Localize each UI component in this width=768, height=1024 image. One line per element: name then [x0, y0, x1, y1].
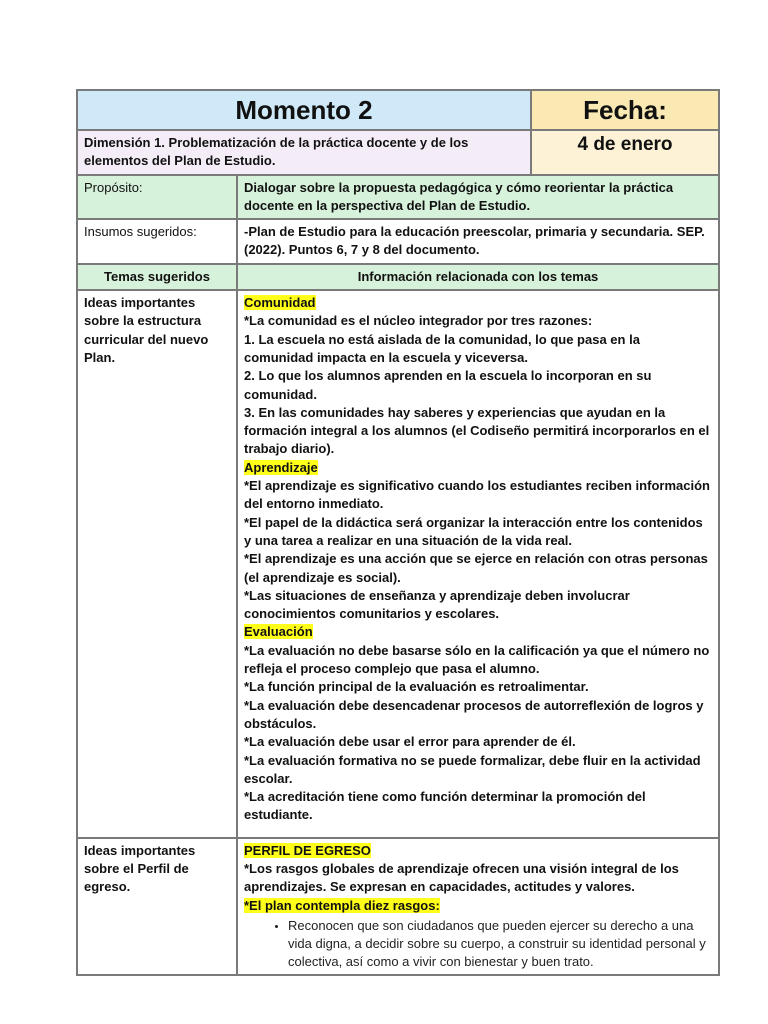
evaluacion-line: *La acreditación tiene como función determinar la promoción del estudiante. — [244, 789, 646, 823]
evaluacion-line: *La evaluación debe desencadenar procesos de autorreflexión de logros y obstáculos. — [244, 697, 704, 731]
aprendizaje-line: *El aprendizaje es significativo cuando los estudiantes reciben información del entorno inmediato. — [244, 478, 710, 512]
evaluacion-line: *La evaluación no debe basarse sólo en la calificación ya que el número no refleja el proceso complejo que pasa el alumno. — [244, 642, 710, 677]
perfil-label: Ideas importantes sobre el Perfil de egreso. — [77, 838, 237, 975]
aprendizaje-line: *El aprendizaje es una acción que se ejerce en relación con otras personas (el aprendizaje es social). — [244, 551, 708, 585]
rasgos-list — [244, 917, 712, 971]
insumos-label: Insumos sugeridos: — [77, 219, 237, 264]
estructura-label: Ideas importantes sobre la estructura curricular del nuevo Plan. — [77, 290, 237, 838]
proposito-label: Propósito: — [77, 175, 237, 220]
comunidad-line: 2. Lo que los alumnos aprenden en la escuela lo incorporan en su comunidad. — [244, 368, 652, 402]
comunidad-line: 3. En las comunidades hay saberes y experiencias que ayudan en la formación integral a los alumnos (el Codiseño permitirá incorporarlos en el trabajo diario). — [244, 404, 710, 457]
aprendizaje-heading: Aprendizaje — [244, 459, 318, 475]
rasgos-heading: *El plan contempla diez rasgos: — [244, 897, 440, 913]
info-header: Información relacionada con los temas — [237, 264, 719, 290]
evaluacion-line: *La evaluación formativa no se puede formalizar, debe fluir en la actividad escolar. — [244, 752, 701, 786]
evaluacion-heading: Evaluación — [244, 624, 313, 640]
evaluacion-line: *La evaluación debe usar el error para aprender de él. — [244, 734, 576, 750]
comunidad-line: *La comunidad es el núcleo integrador por tres razones: — [244, 313, 593, 329]
fecha-label: Fecha: — [531, 90, 719, 130]
page-title: Momento 2 — [77, 90, 531, 130]
aprendizaje-line: *Las situaciones de enseñanza y aprendizaje deben involucrar conocimientos comunitarios y escolares. — [244, 587, 630, 622]
comunidad-heading: Comunidad — [244, 295, 316, 311]
list-item: • Reconocen que son ciudadanos que pueden ejercer su derecho a una vida digna, a decidir sobre su cuerpo, a construir su identidad personal y colectiva, así como a vivir con bienestar y buen trato. — [288, 917, 712, 971]
aprendizaje-line: *El papel de la didáctica será organizar la interacción entre los contenidos y una tarea a realizar en una situación de la vida real. — [244, 514, 703, 548]
evaluacion-line: *La función principal de la evaluación es retroalimentar. — [244, 679, 589, 695]
momento-table — [76, 89, 720, 976]
proposito-text: Dialogar sobre la propuesta pedagógica y cómo reorientar la práctica docente en la perspectiva del Plan de Estudio. — [237, 175, 719, 220]
perfil-heading: PERFIL DE EGRESO — [244, 842, 371, 858]
temas-header: Temas sugeridos — [77, 264, 237, 290]
comunidad-line: 1. La escuela no está aislada de la comunidad, lo que pasa en la comunidad impacta en la escuela y viceversa. — [244, 331, 640, 365]
perfil-intro: *Los rasgos globales de aprendizaje ofrecen una visión integral de los aprendizajes. Se expresan en capacidades, actitudes y valores. — [244, 860, 679, 895]
dimension-text: Dimensión 1. Problematización de la práctica docente y de los elementos del Plan de Estudio. — [77, 130, 531, 175]
estructura-content — [237, 290, 719, 838]
insumos-text: -Plan de Estudio para la educación preescolar, primaria y secundaria. SEP. (2022). Puntos 6, 7 y 8 del documento. — [237, 219, 719, 264]
perfil-content — [237, 838, 719, 975]
date-value: 4 de enero — [531, 130, 719, 175]
